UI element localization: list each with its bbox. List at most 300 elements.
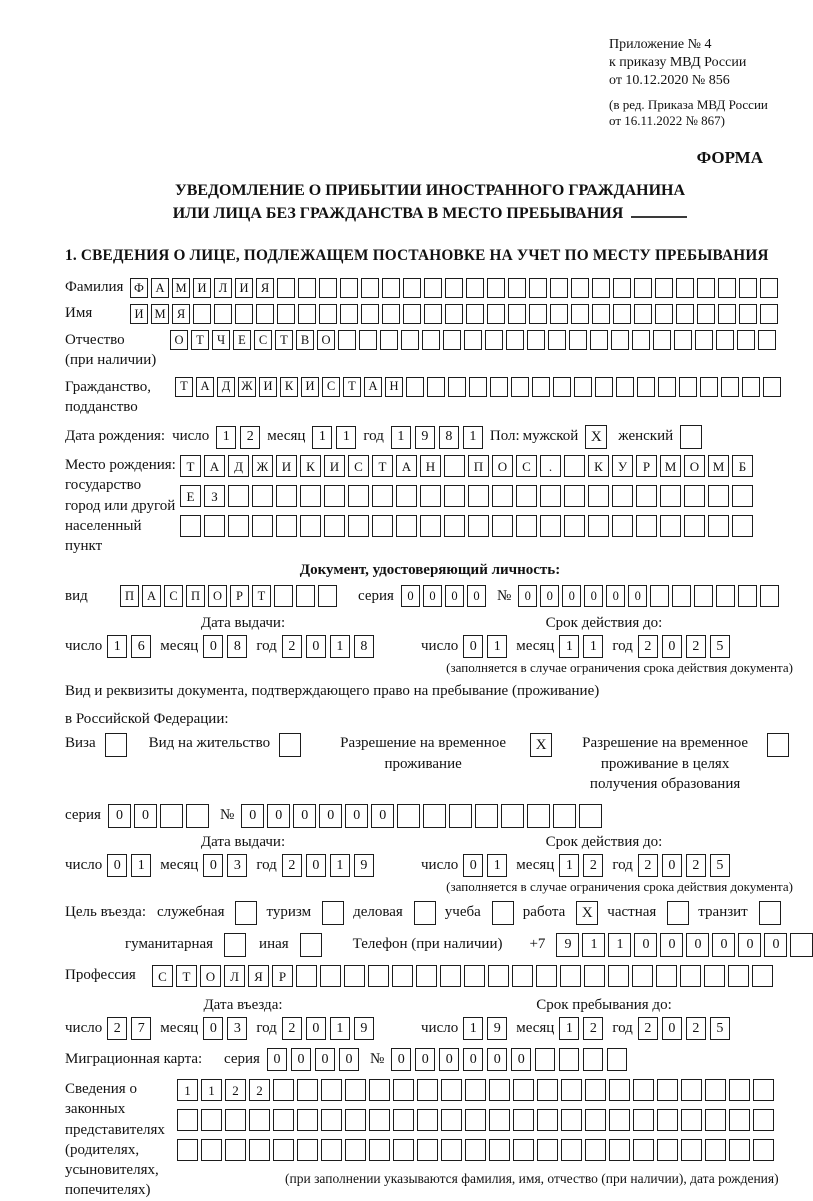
char-cell[interactable]: [444, 485, 465, 507]
char-cell[interactable]: [637, 377, 655, 397]
char-cell[interactable]: [297, 1079, 318, 1101]
char-cell[interactable]: [298, 278, 316, 298]
char-cell[interactable]: [512, 965, 533, 987]
char-cell[interactable]: [420, 515, 441, 537]
char-cell[interactable]: С: [254, 330, 272, 350]
char-cell[interactable]: 0: [203, 854, 223, 877]
char-cell[interactable]: [592, 278, 610, 298]
char-cell[interactable]: 1: [559, 635, 579, 658]
char-cell[interactable]: [752, 965, 773, 987]
char-cell[interactable]: 0: [463, 1048, 483, 1071]
char-cell[interactable]: [444, 515, 465, 537]
char-cell[interactable]: И: [193, 278, 211, 298]
char-cell[interactable]: П: [120, 585, 139, 607]
char-cell[interactable]: [397, 804, 420, 828]
char-cell[interactable]: Л: [224, 965, 245, 987]
char-cell[interactable]: [728, 965, 749, 987]
char-cell[interactable]: [440, 965, 461, 987]
char-cell[interactable]: [718, 278, 736, 298]
char-cell[interactable]: 6: [131, 635, 151, 658]
char-cell[interactable]: 8: [439, 426, 459, 449]
char-cell[interactable]: [760, 585, 779, 607]
char-cell[interactable]: [513, 1139, 534, 1161]
char-cell[interactable]: С: [322, 377, 340, 397]
char-cell[interactable]: 2: [583, 854, 603, 877]
char-cell[interactable]: [655, 278, 673, 298]
char-cell[interactable]: В: [296, 330, 314, 350]
char-cell[interactable]: 0: [319, 804, 342, 828]
char-cell[interactable]: С: [164, 585, 183, 607]
char-cell[interactable]: [424, 278, 442, 298]
char-cell[interactable]: 9: [354, 854, 374, 877]
char-cell[interactable]: [392, 965, 413, 987]
char-cell[interactable]: М: [708, 455, 729, 477]
char-cell[interactable]: [501, 804, 524, 828]
char-cell[interactable]: 1: [582, 933, 605, 957]
char-cell[interactable]: [739, 304, 757, 324]
char-cell[interactable]: [273, 1079, 294, 1101]
char-cell[interactable]: [235, 304, 253, 324]
char-cell[interactable]: [180, 515, 201, 537]
char-cell[interactable]: [729, 1139, 750, 1161]
char-cell[interactable]: Ф: [130, 278, 148, 298]
char-cell[interactable]: [300, 485, 321, 507]
char-cell[interactable]: [561, 1079, 582, 1101]
char-cell[interactable]: [550, 278, 568, 298]
char-cell[interactable]: [516, 485, 537, 507]
char-cell[interactable]: Ж: [252, 455, 273, 477]
char-cell[interactable]: [537, 1139, 558, 1161]
char-cell[interactable]: Т: [252, 585, 271, 607]
char-cell[interactable]: 2: [249, 1079, 270, 1101]
char-cell[interactable]: [705, 1139, 726, 1161]
char-cell[interactable]: [753, 1109, 774, 1131]
char-cell[interactable]: [660, 485, 681, 507]
char-cell[interactable]: [571, 278, 589, 298]
char-cell[interactable]: [613, 304, 631, 324]
char-cell[interactable]: [611, 330, 629, 350]
char-cell[interactable]: 1: [177, 1079, 198, 1101]
char-cell[interactable]: [508, 278, 526, 298]
char-cell[interactable]: [681, 1079, 702, 1101]
char-cell[interactable]: 3: [227, 854, 247, 877]
char-cell[interactable]: [612, 515, 633, 537]
char-cell[interactable]: [684, 515, 705, 537]
char-cell[interactable]: [252, 515, 273, 537]
char-cell[interactable]: [340, 278, 358, 298]
char-cell[interactable]: 1: [583, 635, 603, 658]
char-cell[interactable]: [613, 278, 631, 298]
char-cell[interactable]: И: [259, 377, 277, 397]
char-cell[interactable]: 1: [608, 933, 631, 957]
char-cell[interactable]: 0: [467, 585, 486, 607]
char-cell[interactable]: [632, 330, 650, 350]
char-cell[interactable]: [588, 485, 609, 507]
char-cell[interactable]: [416, 965, 437, 987]
char-cell[interactable]: [276, 485, 297, 507]
char-cell[interactable]: 9: [354, 1017, 374, 1040]
char-cell[interactable]: 8: [227, 635, 247, 658]
char-cell[interactable]: 1: [487, 854, 507, 877]
char-cell[interactable]: 1: [201, 1079, 222, 1101]
char-cell[interactable]: 0: [391, 1048, 411, 1071]
char-cell[interactable]: 0: [439, 1048, 459, 1071]
char-cell[interactable]: 1: [336, 426, 356, 449]
char-cell[interactable]: А: [142, 585, 161, 607]
char-cell[interactable]: [348, 515, 369, 537]
char-cell[interactable]: [345, 1109, 366, 1131]
char-cell[interactable]: [249, 1109, 270, 1131]
char-cell[interactable]: [584, 965, 605, 987]
char-cell[interactable]: [705, 1079, 726, 1101]
char-cell[interactable]: [201, 1109, 222, 1131]
char-cell[interactable]: [321, 1109, 342, 1131]
char-cell[interactable]: 0: [203, 1017, 223, 1040]
char-cell[interactable]: [506, 330, 524, 350]
char-cell[interactable]: [256, 304, 274, 324]
char-cell[interactable]: 2: [282, 854, 302, 877]
char-cell[interactable]: [609, 1139, 630, 1161]
char-cell[interactable]: [559, 1048, 579, 1071]
char-cell[interactable]: [492, 485, 513, 507]
char-cell[interactable]: [790, 933, 813, 957]
char-cell[interactable]: [532, 377, 550, 397]
char-cell[interactable]: [464, 965, 485, 987]
char-cell[interactable]: [574, 377, 592, 397]
char-cell[interactable]: [468, 515, 489, 537]
char-cell[interactable]: [716, 330, 734, 350]
char-cell[interactable]: С: [348, 455, 369, 477]
char-cell[interactable]: [680, 965, 701, 987]
char-cell[interactable]: 1: [391, 426, 411, 449]
char-cell[interactable]: 0: [463, 635, 483, 658]
char-cell[interactable]: К: [300, 455, 321, 477]
char-cell[interactable]: 2: [107, 1017, 127, 1040]
char-cell[interactable]: [718, 304, 736, 324]
char-cell[interactable]: [324, 485, 345, 507]
char-cell[interactable]: Ч: [212, 330, 230, 350]
char-cell[interactable]: 2: [686, 1017, 706, 1040]
char-cell[interactable]: [632, 965, 653, 987]
char-cell[interactable]: [225, 1139, 246, 1161]
char-cell[interactable]: П: [468, 455, 489, 477]
char-cell[interactable]: К: [588, 455, 609, 477]
char-cell[interactable]: [441, 1079, 462, 1101]
char-cell[interactable]: М: [151, 304, 169, 324]
char-cell[interactable]: 0: [634, 933, 657, 957]
char-cell[interactable]: Т: [176, 965, 197, 987]
char-cell[interactable]: Т: [175, 377, 193, 397]
char-cell[interactable]: 5: [710, 1017, 730, 1040]
char-cell[interactable]: 0: [203, 635, 223, 658]
char-cell[interactable]: [721, 377, 739, 397]
char-cell[interactable]: [372, 515, 393, 537]
char-cell[interactable]: [753, 1079, 774, 1101]
char-cell[interactable]: [490, 377, 508, 397]
char-cell[interactable]: Т: [372, 455, 393, 477]
char-cell[interactable]: [465, 1109, 486, 1131]
char-cell[interactable]: С: [516, 455, 537, 477]
char-cell[interactable]: 0: [108, 804, 131, 828]
char-cell[interactable]: Ж: [238, 377, 256, 397]
char-cell[interactable]: [633, 1109, 654, 1131]
char-cell[interactable]: [636, 485, 657, 507]
char-cell[interactable]: 5: [710, 854, 730, 877]
char-cell[interactable]: [466, 304, 484, 324]
char-cell[interactable]: [650, 585, 669, 607]
char-cell[interactable]: [319, 278, 337, 298]
char-cell[interactable]: [739, 278, 757, 298]
char-cell[interactable]: [729, 1109, 750, 1131]
char-cell[interactable]: [417, 1079, 438, 1101]
char-cell[interactable]: [348, 485, 369, 507]
char-cell[interactable]: .: [540, 455, 561, 477]
char-cell[interactable]: [535, 1048, 555, 1071]
char-cell[interactable]: [468, 485, 489, 507]
char-cell[interactable]: Н: [385, 377, 403, 397]
char-cell[interactable]: Т: [191, 330, 209, 350]
char-cell[interactable]: Е: [180, 485, 201, 507]
char-cell[interactable]: [742, 377, 760, 397]
char-cell[interactable]: [177, 1139, 198, 1161]
char-cell[interactable]: С: [152, 965, 173, 987]
char-cell[interactable]: [417, 1109, 438, 1131]
char-cell[interactable]: 1: [559, 854, 579, 877]
char-cell[interactable]: [529, 304, 547, 324]
char-cell[interactable]: [636, 515, 657, 537]
char-cell[interactable]: [716, 585, 735, 607]
char-cell[interactable]: [657, 1079, 678, 1101]
char-cell[interactable]: А: [364, 377, 382, 397]
char-cell[interactable]: [612, 485, 633, 507]
char-cell[interactable]: [553, 377, 571, 397]
char-cell[interactable]: [579, 804, 602, 828]
char-cell[interactable]: 2: [638, 854, 658, 877]
char-cell[interactable]: 0: [134, 804, 157, 828]
char-cell[interactable]: [609, 1079, 630, 1101]
char-cell[interactable]: Т: [275, 330, 293, 350]
char-cell[interactable]: 0: [712, 933, 735, 957]
char-cell[interactable]: [445, 278, 463, 298]
char-cell[interactable]: [273, 1109, 294, 1131]
char-cell[interactable]: [548, 330, 566, 350]
char-cell[interactable]: [403, 304, 421, 324]
char-cell[interactable]: [729, 1079, 750, 1101]
char-cell[interactable]: [277, 278, 295, 298]
char-cell[interactable]: [228, 515, 249, 537]
char-cell[interactable]: [252, 485, 273, 507]
char-cell[interactable]: Н: [420, 455, 441, 477]
char-cell[interactable]: 0: [584, 585, 603, 607]
char-cell[interactable]: [653, 330, 671, 350]
purpose-tourism-checkbox[interactable]: [322, 901, 344, 925]
char-cell[interactable]: [296, 585, 315, 607]
sex-male-checkbox[interactable]: X: [585, 425, 607, 449]
purpose-work-checkbox[interactable]: X: [576, 901, 598, 925]
char-cell[interactable]: 0: [660, 933, 683, 957]
char-cell[interactable]: [527, 804, 550, 828]
char-cell[interactable]: [513, 1079, 534, 1101]
char-cell[interactable]: [676, 304, 694, 324]
char-cell[interactable]: [697, 278, 715, 298]
char-cell[interactable]: [564, 485, 585, 507]
char-cell[interactable]: [516, 515, 537, 537]
purpose-study-checkbox[interactable]: [492, 901, 514, 925]
char-cell[interactable]: 2: [638, 635, 658, 658]
char-cell[interactable]: 2: [225, 1079, 246, 1101]
char-cell[interactable]: [513, 1109, 534, 1131]
char-cell[interactable]: 0: [339, 1048, 359, 1071]
char-cell[interactable]: 1: [330, 854, 350, 877]
char-cell[interactable]: [466, 278, 484, 298]
char-cell[interactable]: [633, 1139, 654, 1161]
char-cell[interactable]: [417, 1139, 438, 1161]
char-cell[interactable]: [277, 304, 295, 324]
char-cell[interactable]: [595, 377, 613, 397]
char-cell[interactable]: 0: [562, 585, 581, 607]
char-cell[interactable]: 0: [401, 585, 420, 607]
char-cell[interactable]: [204, 515, 225, 537]
char-cell[interactable]: [380, 330, 398, 350]
char-cell[interactable]: [214, 304, 232, 324]
char-cell[interactable]: [758, 330, 776, 350]
char-cell[interactable]: Т: [343, 377, 361, 397]
char-cell[interactable]: [708, 485, 729, 507]
char-cell[interactable]: [488, 965, 509, 987]
char-cell[interactable]: [487, 304, 505, 324]
char-cell[interactable]: 1: [107, 635, 127, 658]
char-cell[interactable]: [469, 377, 487, 397]
char-cell[interactable]: [492, 515, 513, 537]
char-cell[interactable]: [583, 1048, 603, 1071]
char-cell[interactable]: [465, 1139, 486, 1161]
char-cell[interactable]: Е: [233, 330, 251, 350]
char-cell[interactable]: Р: [230, 585, 249, 607]
char-cell[interactable]: И: [301, 377, 319, 397]
char-cell[interactable]: [660, 515, 681, 537]
visa-checkbox[interactable]: [105, 733, 127, 757]
char-cell[interactable]: [672, 585, 691, 607]
char-cell[interactable]: [608, 965, 629, 987]
char-cell[interactable]: [590, 330, 608, 350]
char-cell[interactable]: Р: [636, 455, 657, 477]
char-cell[interactable]: Р: [272, 965, 293, 987]
char-cell[interactable]: Я: [172, 304, 190, 324]
char-cell[interactable]: [697, 304, 715, 324]
char-cell[interactable]: [345, 1079, 366, 1101]
char-cell[interactable]: Б: [732, 455, 753, 477]
char-cell[interactable]: Я: [256, 278, 274, 298]
char-cell[interactable]: [160, 804, 183, 828]
char-cell[interactable]: [324, 515, 345, 537]
char-cell[interactable]: [585, 1079, 606, 1101]
char-cell[interactable]: [225, 1109, 246, 1131]
char-cell[interactable]: О: [200, 965, 221, 987]
char-cell[interactable]: 0: [540, 585, 559, 607]
char-cell[interactable]: 1: [330, 635, 350, 658]
char-cell[interactable]: [694, 585, 713, 607]
char-cell[interactable]: А: [151, 278, 169, 298]
char-cell[interactable]: [321, 1079, 342, 1101]
char-cell[interactable]: [634, 278, 652, 298]
char-cell[interactable]: О: [684, 455, 705, 477]
char-cell[interactable]: П: [186, 585, 205, 607]
char-cell[interactable]: [372, 485, 393, 507]
char-cell[interactable]: 0: [423, 585, 442, 607]
char-cell[interactable]: [564, 515, 585, 537]
char-cell[interactable]: [368, 965, 389, 987]
char-cell[interactable]: [396, 515, 417, 537]
char-cell[interactable]: 0: [662, 1017, 682, 1040]
char-cell[interactable]: [681, 1109, 702, 1131]
char-cell[interactable]: [393, 1139, 414, 1161]
char-cell[interactable]: [321, 1139, 342, 1161]
char-cell[interactable]: 0: [291, 1048, 311, 1071]
char-cell[interactable]: [684, 485, 705, 507]
char-cell[interactable]: [732, 485, 753, 507]
char-cell[interactable]: 8: [354, 635, 374, 658]
char-cell[interactable]: 0: [463, 854, 483, 877]
char-cell[interactable]: [406, 377, 424, 397]
char-cell[interactable]: [445, 304, 463, 324]
char-cell[interactable]: [369, 1139, 390, 1161]
char-cell[interactable]: О: [170, 330, 188, 350]
purpose-other-checkbox[interactable]: [300, 933, 322, 957]
char-cell[interactable]: А: [204, 455, 225, 477]
char-cell[interactable]: [276, 515, 297, 537]
char-cell[interactable]: [448, 377, 466, 397]
char-cell[interactable]: 1: [131, 854, 151, 877]
char-cell[interactable]: [298, 304, 316, 324]
char-cell[interactable]: И: [324, 455, 345, 477]
char-cell[interactable]: 0: [445, 585, 464, 607]
char-cell[interactable]: [296, 965, 317, 987]
char-cell[interactable]: [489, 1079, 510, 1101]
char-cell[interactable]: Л: [214, 278, 232, 298]
char-cell[interactable]: [537, 1109, 558, 1131]
char-cell[interactable]: 2: [638, 1017, 658, 1040]
char-cell[interactable]: [681, 1139, 702, 1161]
char-cell[interactable]: [588, 515, 609, 537]
char-cell[interactable]: [704, 965, 725, 987]
char-cell[interactable]: [489, 1109, 510, 1131]
char-cell[interactable]: 0: [662, 854, 682, 877]
char-cell[interactable]: [616, 377, 634, 397]
char-cell[interactable]: [585, 1139, 606, 1161]
char-cell[interactable]: 0: [371, 804, 394, 828]
char-cell[interactable]: О: [492, 455, 513, 477]
char-cell[interactable]: И: [235, 278, 253, 298]
char-cell[interactable]: 1: [216, 426, 236, 449]
char-cell[interactable]: [571, 304, 589, 324]
char-cell[interactable]: [393, 1109, 414, 1131]
char-cell[interactable]: [443, 330, 461, 350]
char-cell[interactable]: [607, 1048, 627, 1071]
char-cell[interactable]: [320, 965, 341, 987]
char-cell[interactable]: [763, 377, 781, 397]
char-cell[interactable]: [249, 1139, 270, 1161]
char-cell[interactable]: [340, 304, 358, 324]
temp-residence-checkbox[interactable]: X: [530, 733, 552, 757]
char-cell[interactable]: [540, 515, 561, 537]
char-cell[interactable]: [708, 515, 729, 537]
char-cell[interactable]: 1: [330, 1017, 350, 1040]
char-cell[interactable]: 9: [415, 426, 435, 449]
char-cell[interactable]: 2: [240, 426, 260, 449]
char-cell[interactable]: Д: [217, 377, 235, 397]
char-cell[interactable]: [657, 1109, 678, 1131]
char-cell[interactable]: 1: [463, 1017, 483, 1040]
